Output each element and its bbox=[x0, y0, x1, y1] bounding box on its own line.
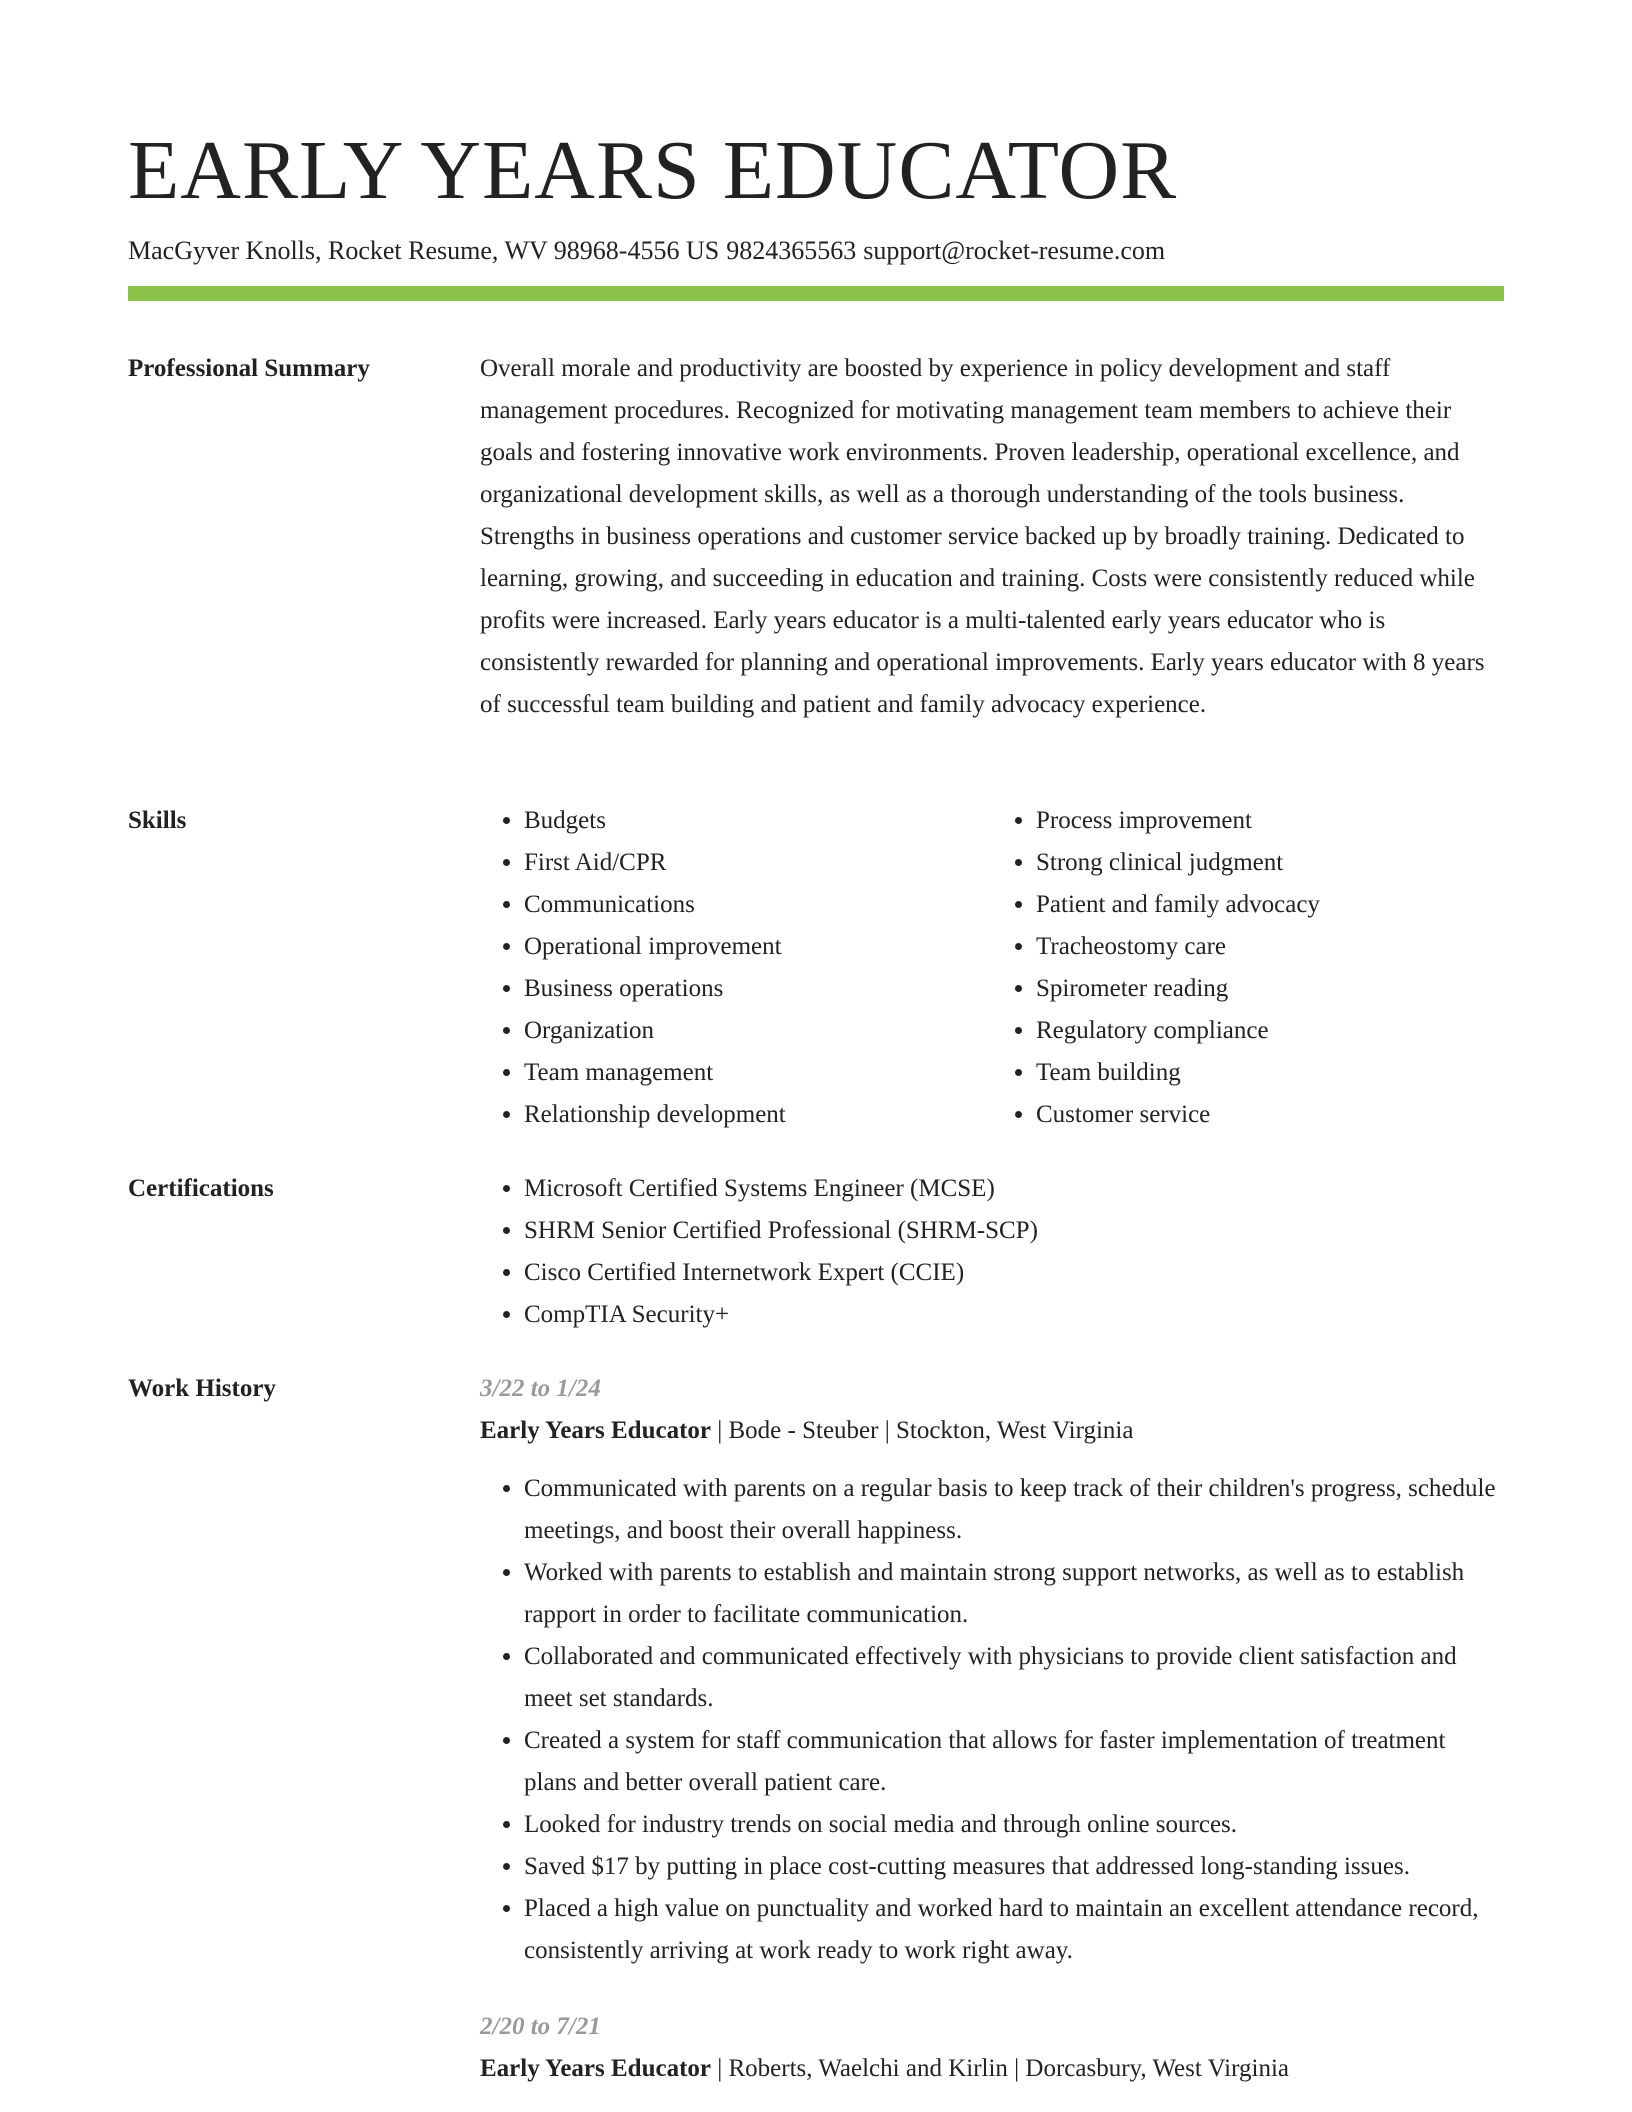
contact-phone: 9824365563 bbox=[726, 236, 857, 265]
skill-item: • Strong clinical judgment bbox=[1036, 842, 1504, 884]
resume-header bbox=[128, 118, 1504, 268]
skill-item: • Spirometer reading bbox=[1036, 968, 1504, 1010]
certifications-list bbox=[480, 1168, 1504, 1336]
skill-item: • Customer service bbox=[1036, 1094, 1504, 1136]
contact-address: MacGyver Knolls, Rocket Resume, WV 98968-4556 US bbox=[128, 236, 720, 265]
skill-item: • Communications bbox=[524, 884, 992, 926]
job-title-line bbox=[480, 2048, 1504, 2090]
job-dates: 3/22 to 1/24 bbox=[480, 1375, 601, 1402]
skill-item: • Team management bbox=[524, 1052, 992, 1094]
work-history-body bbox=[480, 1368, 1504, 2090]
contact-line bbox=[128, 234, 1504, 268]
certification-item: • Cisco Certified Internetwork Expert (CCIE) bbox=[524, 1252, 1504, 1294]
job-bullet: • Worked with parents to establish and maintain strong support networks, as well as to establish rapport in order to facilitate communication. bbox=[524, 1552, 1504, 1636]
job-title-line bbox=[480, 1410, 1504, 1452]
header-divider bbox=[128, 286, 1504, 301]
job-bullets bbox=[480, 1468, 1504, 1972]
work-history-heading: Work History bbox=[128, 1375, 276, 1402]
skill-item: • Relationship development bbox=[524, 1094, 992, 1136]
job-bullet: • Communicated with parents on a regular basis to keep track of their children's progress, schedule meetings, and boost their overall happiness. bbox=[524, 1468, 1504, 1552]
job-bullet: • Collaborated and communicated effectively with physicians to provide client satisfaction and meet set standards. bbox=[524, 1636, 1504, 1720]
job-entry bbox=[480, 2006, 1504, 2090]
job-bullet: • Saved $17 by putting in place cost-cutting measures that addressed long-standing issues. bbox=[524, 1846, 1504, 1888]
skill-item: • Regulatory compliance bbox=[1036, 1010, 1504, 1052]
job-entry bbox=[480, 1368, 1504, 1972]
job-bullet: • Created a system for staff communication that allows for faster implementation of treatment plans and better overall patient care. bbox=[524, 1720, 1504, 1804]
skill-item: • Process improvement bbox=[1036, 800, 1504, 842]
job-title: Early Years Educator bbox=[480, 1417, 711, 1444]
skills-list-left bbox=[480, 800, 992, 1136]
summary-heading: Professional Summary bbox=[128, 355, 370, 382]
skill-item: • Patient and family advocacy bbox=[1036, 884, 1504, 926]
skill-item: • Operational improvement bbox=[524, 926, 992, 968]
skill-item: • First Aid/CPR bbox=[524, 842, 992, 884]
certification-item: • CompTIA Security+ bbox=[524, 1294, 1504, 1336]
skill-item: • Organization bbox=[524, 1010, 992, 1052]
job-bullet: • Looked for industry trends on social media and through online sources. bbox=[524, 1804, 1504, 1846]
skills-list-right bbox=[992, 800, 1504, 1136]
job-bullet: • Placed a high value on punctuality and worked hard to maintain an excellent attendance record, consistently arriving at work ready to work right away. bbox=[524, 1888, 1504, 1972]
job-details: | Bode - Steuber | Stockton, West Virginia bbox=[711, 1417, 1134, 1444]
summary-text: Overall morale and productivity are boosted by experience in policy development and staff management procedures. Recognized for motivating management team members to achieve their goals and fostering innovative work environments. Proven leadership, operational excellence, and organizational development skills, as well as a thorough understanding of the tools business. Strengths in business operations and customer service backed up by broadly training. Dedicated to learning, growing, and succeeding in education and training. Costs were consistently reduced while profits were increased. Early years educator is a multi-talented early years educator who is consistently rewarded for planning and operational improvements. Early years educator with 8 years of successful team building and patient and family advocacy experience. bbox=[480, 355, 1485, 718]
skills-body bbox=[480, 800, 1504, 1136]
candidate-name: EARLY YEARS EDUCATOR bbox=[128, 124, 1178, 217]
certification-item: • Microsoft Certified Systems Engineer (MCSE) bbox=[524, 1168, 1504, 1210]
job-dates: 2/20 to 7/21 bbox=[480, 2013, 601, 2040]
job-title: Early Years Educator bbox=[480, 2055, 711, 2082]
skill-item: • Budgets bbox=[524, 800, 992, 842]
certification-item: • SHRM Senior Certified Professional (SHRM-SCP) bbox=[524, 1210, 1504, 1252]
contact-email: support@rocket-resume.com bbox=[863, 236, 1166, 265]
job-details: | Roberts, Waelchi and Kirlin | Dorcasbury, West Virginia bbox=[711, 2055, 1289, 2082]
skill-item: • Tracheostomy care bbox=[1036, 926, 1504, 968]
certifications-heading: Certifications bbox=[128, 1175, 274, 1202]
summary-body bbox=[480, 348, 1504, 726]
skill-item: • Team building bbox=[1036, 1052, 1504, 1094]
skills-heading: Skills bbox=[128, 807, 187, 834]
skills-columns bbox=[480, 800, 1504, 1136]
certifications-body bbox=[480, 1168, 1504, 1336]
skill-item: • Business operations bbox=[524, 968, 992, 1010]
